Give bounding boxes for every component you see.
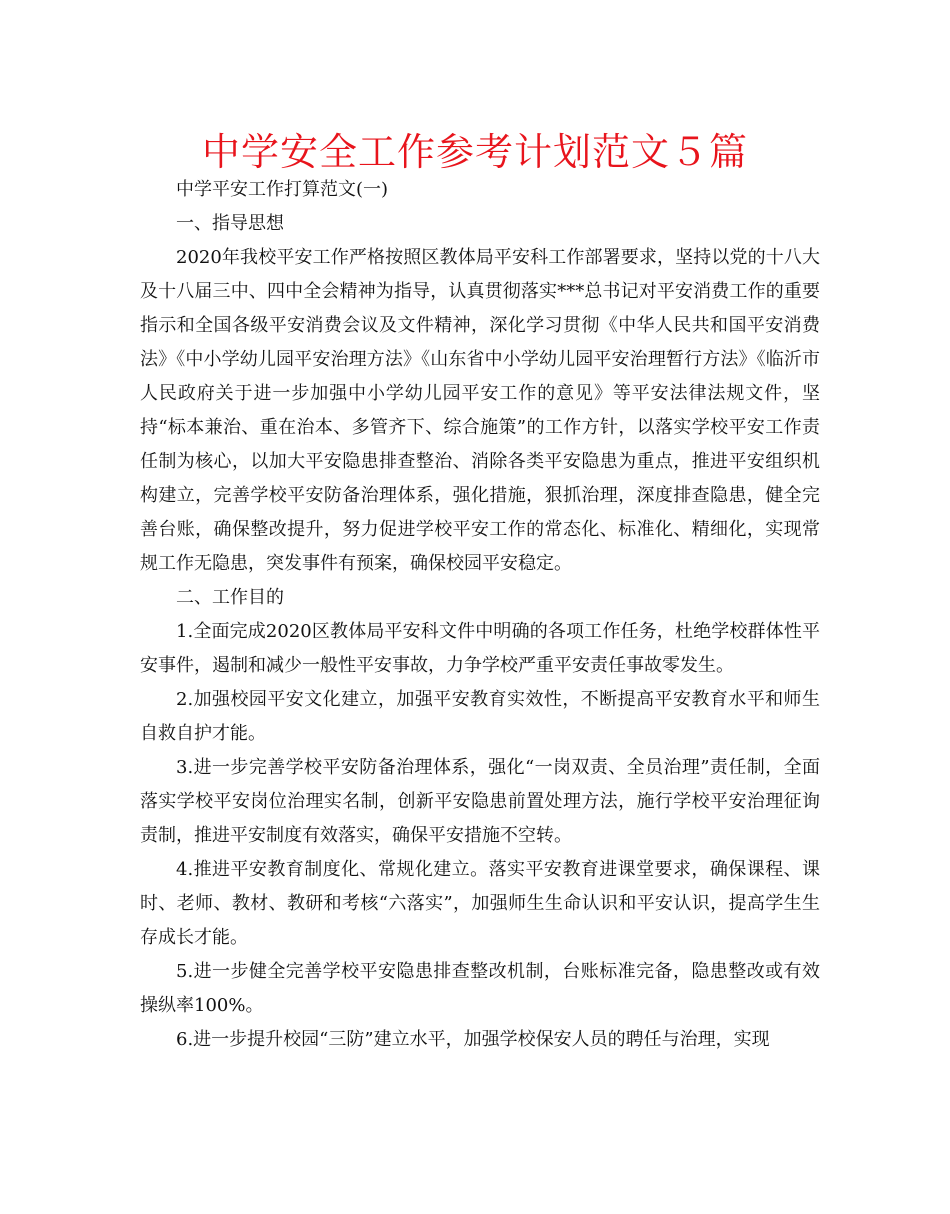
document-body: [140, 173, 820, 1057]
goal-item-5: 5.进一步健全完善学校平安隐患排查整改机制，台账标准完备，隐患整改或有效操纵率100%。: [140, 961, 820, 1016]
goal-item-4: 4.推进平安教育制度化、常规化建立。落实平安教育进课堂要求，确保课程、课时、老师、教材、教研和考核“六落实”，加强师生生命认识和平安认识，提高学生生存成长才能。: [140, 859, 820, 948]
section-heading: 中学平安工作打算范文(一): [176, 179, 389, 200]
subheading-guiding-thought: 一、指导思想: [176, 213, 284, 234]
subheading-work-goals: 二、工作目的: [176, 587, 284, 608]
goal-item-3: 3.进一步完善学校平安防备治理体系，强化“一岗双责、全员治理”责任制，全面落实学校平安岗位治理实名制，创新平安隐患前置处理方法，施行学校平安治理征询责制，推进平安制度有效落实，确保平安措施不空转。: [140, 757, 820, 846]
goal-item-1: 1.全面完成2020区教体局平安科文件中明确的各项工作任务，杜绝学校群体性平安事件，遏制和减少一般性平安事故，力争学校严重平安责任事故零发生。: [140, 621, 820, 676]
goal-item-2: 2.加强校园平安文化建立，加强平安教育实效性，不断提高平安教育水平和师生自救自护才能。: [140, 689, 820, 744]
paragraph-guiding-thought: 2020年我校平安工作严格按照区教体局平安科工作部署要求，坚持以党的十八大及十八届三中、四中全会精神为指导，认真贯彻落实***总书记对平安消费工作的重要指示和全国各级平安消费会议及文件精神，深化学习贯彻《中华人民共和国平安消费法》《中小学幼儿园平安治理方法》《山东省中小学幼儿园平安治理暂行方法》《临沂市人民政府关于进一步加强中小学幼儿园平安工作的意见》等平安法律法规文件，坚持“标本兼治、重在治本、多管齐下、综合施策”的工作方针，以落实学校平安工作责任制为核心，以加大平安隐患排查整治、消除各类平安隐患为重点，推进平安组织机构建立，完善学校平安防备治理体系，强化措施，狠抓治理，深度排查隐患，健全完善台账，确保整改提升，努力促进学校平安工作的常态化、标准化、精细化，实现常规工作无隐患，突发事件有预案，确保校园平安稳定。: [140, 247, 820, 574]
document-title: 中学安全工作参考计划范文５篇: [201, 130, 748, 174]
goal-item-6: 6.进一步提升校园“三防”建立水平，加强学校保安人员的聘任与治理，实现: [176, 1029, 770, 1050]
